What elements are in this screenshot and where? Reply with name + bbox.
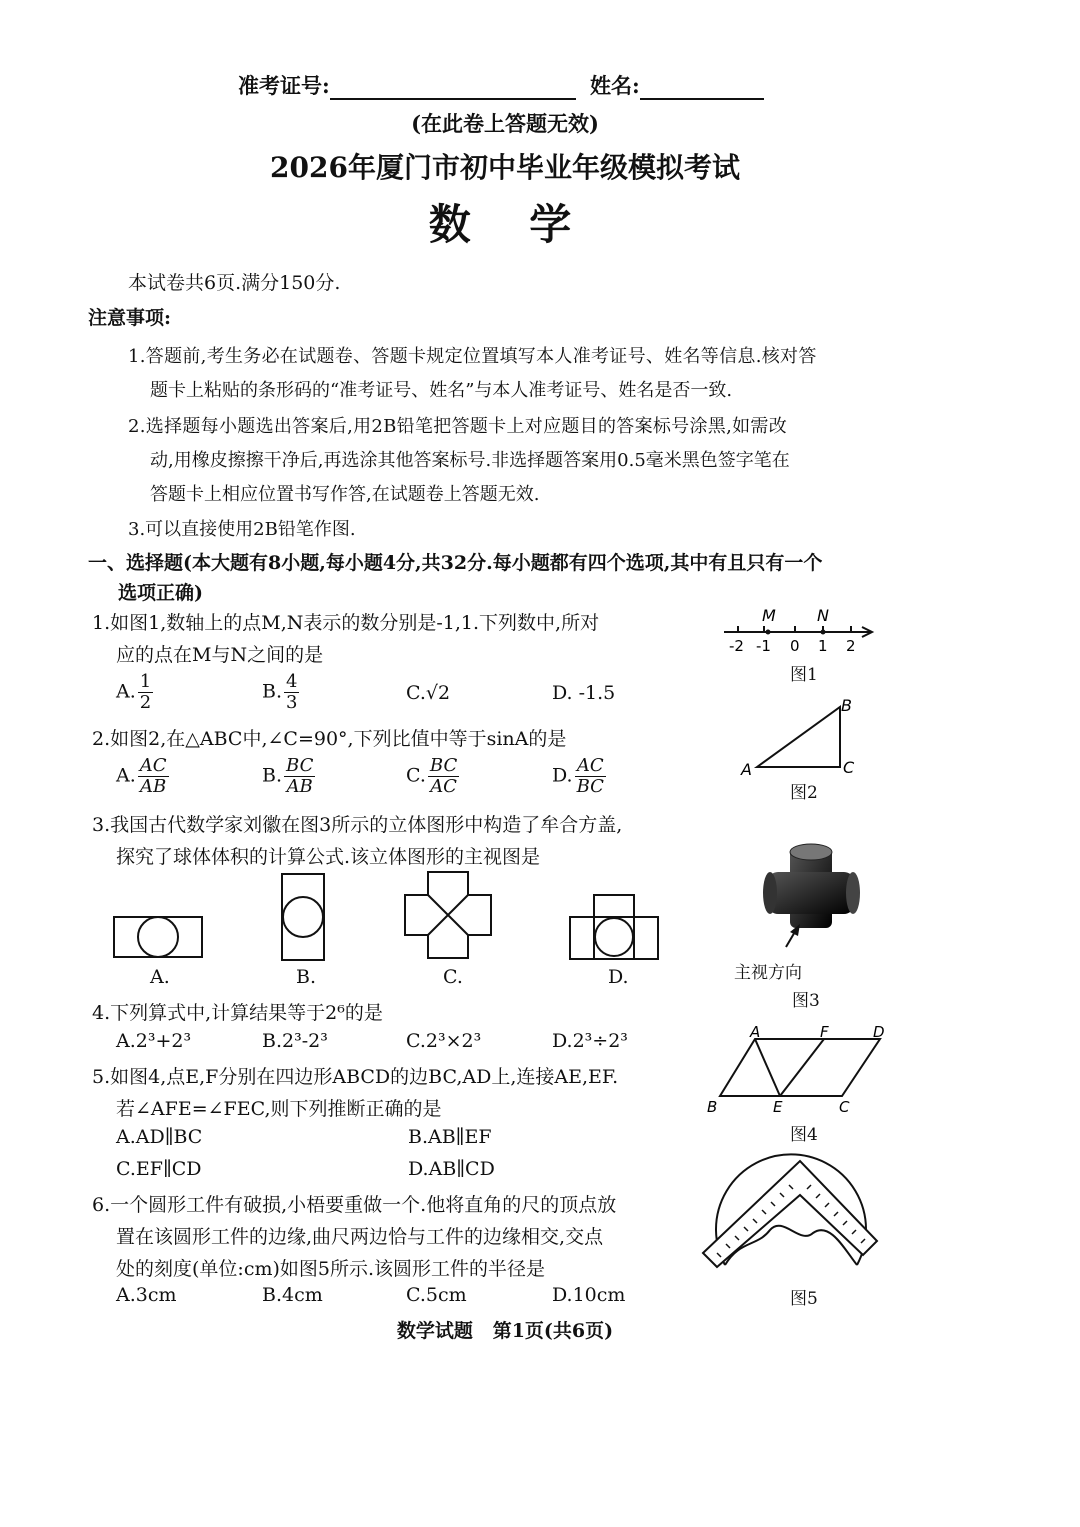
fig5-caption: 图5 [790,1289,818,1309]
section1-heading-line2: 选项正确) [118,582,203,604]
note-2-line-2: 动,用橡皮擦擦干净后,再选涂其他答案标号.非选择题答案用0.5毫米黑色签字笔在 [150,450,790,471]
q4-option-d: D.2³÷2³ [552,1030,628,1052]
fig4-label-b: B [707,1098,718,1116]
fig4-label-e: E [773,1098,783,1116]
fig1-tick-1: -1 [756,637,771,655]
note-3-line-1: 3.可以直接使用2B铅笔作图. [128,519,356,540]
q3-view-c [403,870,495,962]
fig2-label-b: B [841,696,852,715]
q6-option-a: A.3cm [116,1284,177,1306]
fig4-caption: 图4 [790,1125,818,1145]
subject-title: 数 学 [428,200,572,249]
q3-option-a: A. [150,966,170,988]
fig1-tick-0: -2 [729,637,744,655]
q3-option-b: B. [296,966,317,988]
q4-option-a: A.2³+2³ [116,1030,192,1052]
q4-stem: 4.下列算式中,计算结果等于2⁶的是 [92,1002,383,1024]
q3-view-b [280,872,328,964]
page-footer: 数学试题 第1页(共6页) [396,1320,614,1342]
q2-stem: 2.如图2,在△ABC中,∠C=90°,下列比值中等于sinA的是 [92,728,567,750]
q5-option-a: A.AD∥BC [116,1126,203,1148]
q1-option-b: B. $\frac{4}{3}$ [262,671,298,713]
fig1-label-n: N [817,606,829,625]
fig1-tick-3: 1 [818,637,828,655]
q5-option-c: C.EF∥CD [116,1158,202,1180]
q5-option-b: B.AB∥EF [408,1126,492,1148]
q1-stem-line1: 1.如图1,数轴上的点M,N表示的数分别是-1,1.下列数中,所对 [92,612,600,634]
exam-title: 2026年厦门市初中毕业年级模拟考试 [270,151,740,184]
fig1-tick-2: 0 [790,637,800,655]
fig4-label-c: C [839,1098,850,1116]
invalid-note: (在此卷上答题无效) [411,111,599,136]
q5-stem-line2: 若∠AFE=∠FEC,则下列推断正确的是 [116,1098,442,1120]
fig3-caption: 图3 [792,991,820,1011]
q6-stem-line1: 6.一个圆形工件有破损,小梧要重做一个.他将直角的尺的顶点放 [92,1194,617,1216]
q4-option-c: C.2³×2³ [406,1030,482,1052]
q3-stem-line2: 探究了球体体积的计算公式.该立体图形的主视图是 [116,846,541,868]
q3-option-c: C. [443,966,463,988]
fig3-direction-label: 主视方向 [734,963,802,983]
fig2-caption: 图2 [790,783,818,803]
figure-4-quadrilateral [700,1025,895,1120]
exam-id-blank[interactable] [330,76,576,100]
figure-2-triangle [735,695,865,780]
name-row [590,70,764,100]
q3-view-d [568,893,660,961]
fig1-label-m: M [762,606,776,625]
q3-option-d: D. [608,966,629,988]
q3-view-a [112,915,204,961]
q2-option-d: D. $\frac{AC}{BC}$ [552,755,604,797]
fig2-label-c: C [843,758,855,777]
fig1-tick-4: 2 [846,637,856,655]
q2-option-a: A. $\frac{AC}{AB}$ [116,755,167,797]
q1-option-a: A. $\frac{1}{2}$ [116,671,152,713]
note-1-line-1: 1.答题前,考生务必在试题卷、答题卡规定位置填写本人准考证号、姓名等信息.核对答 [128,346,817,367]
notes-heading: 注意事项: [88,307,172,329]
exam-id-label: 准考证号: [238,73,330,98]
q2-option-c: C. $\frac{BC}{AC}$ [406,755,458,797]
name-blank[interactable] [640,76,764,100]
q6-stem-line2: 置在该圆形工件的边缘,曲尺两边恰与工件的边缘相交,交点 [116,1226,604,1248]
exam-id-row [238,70,576,100]
note-2-line-1: 2.选择题每小题选出答案后,用2B铅笔把答题卡上对应题目的答案标号涂黑,如需改 [128,416,787,437]
paper-summary: 本试卷共6页.满分150分. [128,272,341,294]
fig4-label-f: F [820,1023,829,1041]
q6-option-d: D.10cm [552,1284,626,1306]
q3-stem-line1: 3.我国古代数学家刘徽在图3所示的立体图形中构造了牟合方盖, [92,814,623,836]
figure-3-solid [748,840,868,955]
q4-option-b: B.2³-2³ [262,1030,328,1052]
figure-1-number-line [720,605,880,655]
q1-stem-line2: 应的点在M与N之间的是 [116,644,324,666]
q5-stem-line1: 5.如图4,点E,F分别在四边形ABCD的边BC,AD上,连接AE,EF. [92,1066,619,1088]
note-2-line-3: 答题卡上相应位置书写作答,在试题卷上答题无效. [150,484,540,505]
q2-option-b: B. $\frac{BC}{AB}$ [262,755,314,797]
figure-5-circle-and-square [695,1155,885,1280]
q6-option-c: C.5cm [406,1284,467,1306]
fig4-label-d: D [873,1023,885,1041]
q5-option-d: D.AB∥CD [408,1158,495,1180]
q1-option-d: D. -1.5 [552,682,616,704]
q6-option-b: B.4cm [262,1284,323,1306]
name-label: 姓名: [590,73,640,98]
fig4-label-a: A [750,1023,761,1041]
fig2-label-a: A [741,760,752,779]
q6-stem-line3: 处的刻度(单位:cm)如图5所示.该圆形工件的半径是 [116,1258,546,1280]
fig1-caption: 图1 [790,665,818,685]
note-1-line-2: 题卡上粘贴的条形码的“准考证号、姓名”与本人准考证号、姓名是否一致. [150,380,733,401]
section1-heading-line1: 一、选择题(本大题有8小题,每小题4分,共32分.每小题都有四个选项,其中有且只有一个 [88,552,823,574]
q1-option-c: C.√2 [406,682,451,704]
